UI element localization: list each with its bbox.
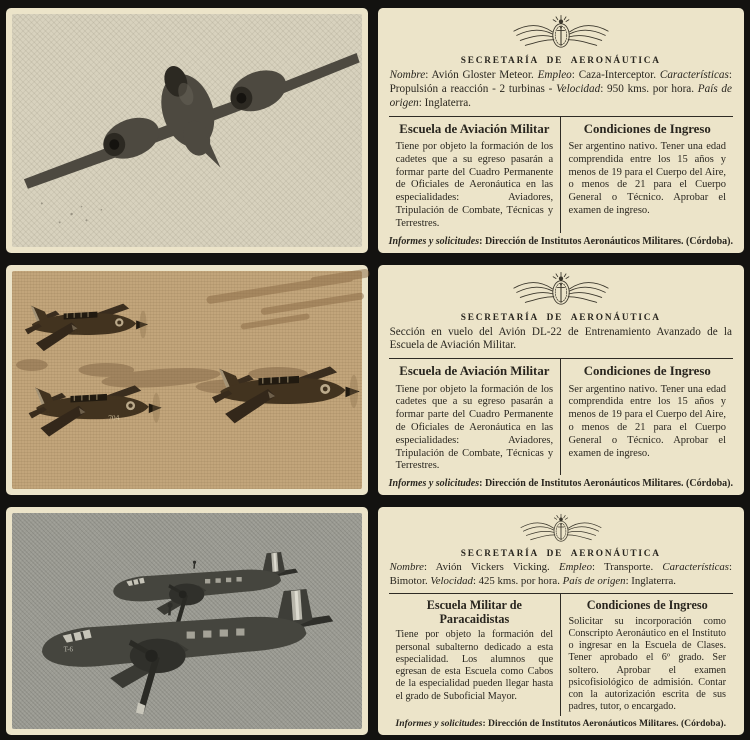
photo-postcard-vickers-viking bbox=[6, 507, 368, 734]
footer-note: Informes y solicitudes: Dirección de Institutos Aeronáuticos Militares. (Córdoba). bbox=[388, 478, 733, 490]
section-title: Escuela de Aviación Militar bbox=[399, 121, 550, 136]
section-admission bbox=[561, 359, 733, 475]
section-body: Solicitar su incorporación como Conscripto Aeronáutico en el Instituto o ingresar en la Escuela de Clases. Tener aprobado el 6º grado. Ser soltero. Aprobar el examen psicofisiológico de admisión. Contar con la autorización escrita de sus padres, tutor, o encargado. bbox=[568, 615, 727, 713]
info-columns bbox=[389, 593, 733, 716]
footer-note: Informes y solicitudes: Dirección de Institutos Aeronáuticos Militares. (Córdoba). bbox=[395, 717, 726, 729]
vickers-viking-silhouettes bbox=[12, 513, 362, 728]
aeronautics-wings-emblem bbox=[515, 513, 607, 547]
aircraft-marking-t6: T-6 bbox=[63, 646, 74, 654]
gloster-meteor-photo bbox=[12, 14, 362, 247]
photo-postcard-dl22-formation bbox=[6, 265, 368, 496]
aircraft-specs: Nombre: Avión Gloster Meteor. Empleo: Caza-Interceptor. Características: Propulsión a reacción - 2 turbinas - Velocidad: 950 kms. por hora. País de origen: Inglaterra. bbox=[389, 69, 732, 109]
section-title: Escuela Militar de Paracaidistas bbox=[426, 598, 522, 626]
footer-note: Informes y solicitudes: Dirección de Institutos Aeronáuticos Militares. (Córdoba). bbox=[388, 235, 733, 247]
terrain-streaks bbox=[206, 268, 370, 329]
dl22-formation-photo bbox=[12, 271, 362, 490]
section-body: Tiene por objeto la formación de los cadetes que a su egreso pasarán a formar parte del Cuadro Permanente de Oficiales de Aeronáutica en las especialidades: Aviadores, Tripulación de Combate, Técnicas y Terrestres. bbox=[395, 141, 554, 229]
info-postcard-dl22 bbox=[378, 265, 744, 496]
aeronautics-wings-emblem bbox=[509, 14, 613, 54]
agency-title: SECRETARÍA DE AERONÁUTICA bbox=[460, 549, 661, 560]
gloster-meteor-silhouette bbox=[12, 14, 362, 247]
section-title: Condiciones de Ingreso bbox=[583, 121, 711, 136]
film-speckles bbox=[41, 202, 102, 223]
section-body: Tiene por objeto la formación del personal subalterno dedicado a esta especialidad. Los alumnos que egresan de esta Escuela como Cabos de la especialidad pueden llegar hasta el grado de Suboficial Mayor. bbox=[395, 629, 554, 702]
agency-title: SECRETARÍA DE AERONÁUTICA bbox=[460, 56, 661, 66]
photo-caption: Sección en vuelo del Avión DL-22 de Entrenamiento Avanzado de la Escuela de Aviación Militar. bbox=[389, 325, 732, 352]
info-columns bbox=[389, 358, 733, 475]
aeronautics-wings-emblem bbox=[509, 271, 613, 311]
info-postcard-vickers-viking bbox=[378, 507, 744, 734]
aircraft-specs: Nombre: Avión Vickers Vicking. Empleo: Transporte. Características: Bimotor. Velocidad: 425 kms. por hora. País de origen: Inglaterra. bbox=[389, 561, 733, 587]
section-body: Ser argentino nativo. Tener una edad comprendida entre los 15 años y menos de 19 para el Cuerpo del Aire, o menos de 21 para el Cuerpo General o Técnico. Aprobar el examen de ingreso. bbox=[568, 141, 727, 216]
section-body: Tiene por objeto la formación de los cadetes que a su egreso pasarán a formar parte del Cuadro Permanente de Oficiales de Aeronáutica en las especialidades: Aviadores, Tripulación de Combate, Técnicas y Terrestres. bbox=[395, 383, 554, 472]
section-title: Escuela de Aviación Militar bbox=[399, 364, 550, 379]
agency-title: SECRETARÍA DE AERONÁUTICA bbox=[460, 312, 661, 323]
section-school bbox=[389, 594, 561, 716]
vickers-viking-photo bbox=[12, 513, 362, 728]
section-title: Condiciones de Ingreso bbox=[586, 598, 708, 613]
section-title: Condiciones de Ingreso bbox=[583, 364, 711, 379]
dl22-formation-silhouettes bbox=[12, 271, 362, 490]
section-school bbox=[389, 117, 561, 233]
info-columns bbox=[389, 116, 733, 233]
aircraft-marking-704: 704 bbox=[107, 412, 120, 422]
photo-postcard-gloster-meteor bbox=[6, 8, 368, 253]
section-admission bbox=[561, 594, 733, 716]
section-admission bbox=[561, 117, 733, 233]
info-postcard-gloster-meteor bbox=[378, 8, 744, 253]
section-school bbox=[389, 359, 561, 475]
section-body: Ser argentino nativo. Tener una edad comprendida entre los 15 años y menos de 19 para el Cuerpo del Aire, o menos de 21 para el Cuerpo General o Técnico. Aprobar el examen de ingreso. bbox=[568, 383, 727, 459]
